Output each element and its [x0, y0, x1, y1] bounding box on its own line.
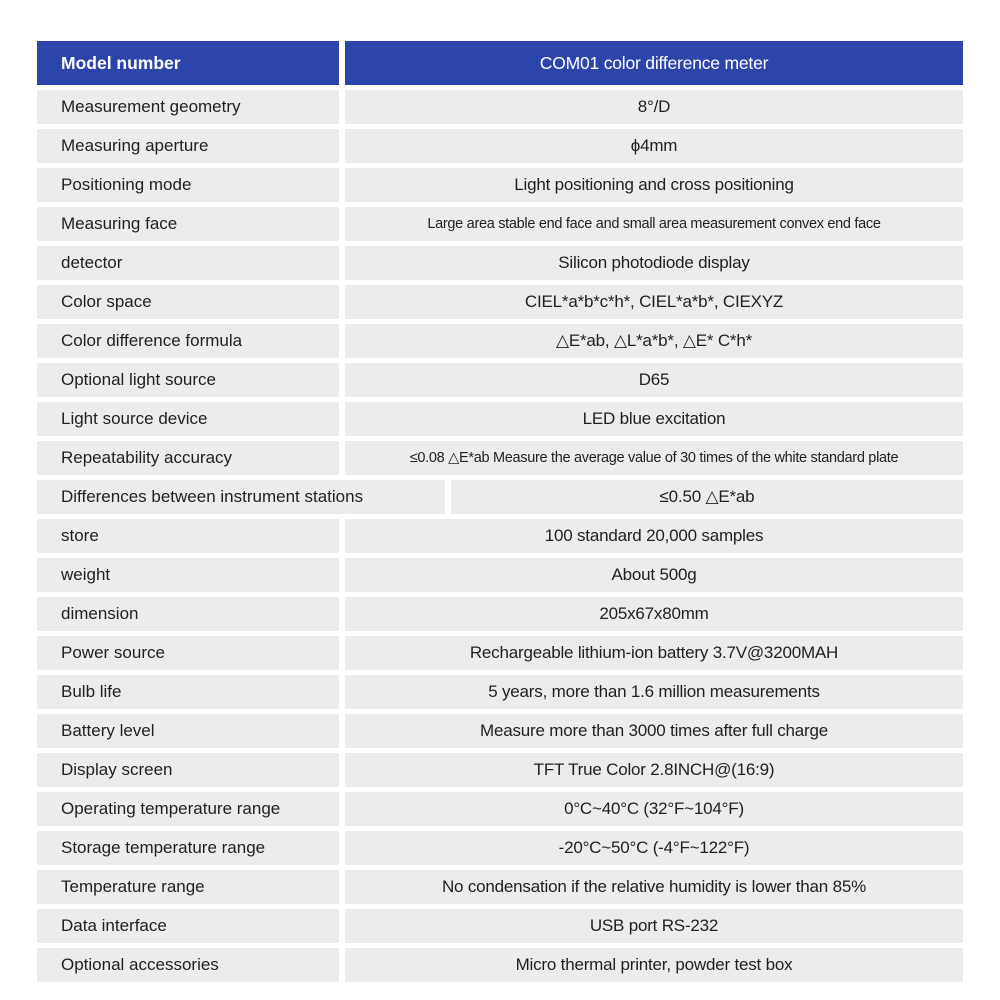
table-row-color-difference-formula — [37, 324, 963, 358]
row-label: Optional light source — [37, 363, 339, 397]
table-row-operating-temperature-range — [37, 792, 963, 826]
row-label: Color space — [37, 285, 339, 319]
row-label: Repeatability accuracy — [37, 441, 339, 475]
row-value: About 500g — [345, 558, 963, 592]
row-value: 0°C~40°C (32°F~104°F) — [345, 792, 963, 826]
row-label: Differences between instrument stations — [37, 480, 445, 514]
table-row-display-screen — [37, 753, 963, 787]
table-header-row — [37, 41, 963, 85]
row-value: △E*ab, △L*a*b*, △E* C*h* — [345, 324, 963, 358]
row-value: LED blue excitation — [345, 402, 963, 436]
row-value: Light positioning and cross positioning — [345, 168, 963, 202]
row-value: CIEL*a*b*c*h*, CIEL*a*b*, CIEXYZ — [345, 285, 963, 319]
row-value: ≤0.50 △E*ab — [451, 480, 963, 514]
row-value: 8°/D — [345, 90, 963, 124]
row-value: 205x67x80mm — [345, 597, 963, 631]
row-value: -20°C~50°C (-4°F~122°F) — [345, 831, 963, 865]
row-value: 5 years, more than 1.6 million measurements — [345, 675, 963, 709]
row-label: Operating temperature range — [37, 792, 339, 826]
row-label: Power source — [37, 636, 339, 670]
row-label: weight — [37, 558, 339, 592]
header-value-cell: COM01 color difference meter — [345, 41, 963, 85]
row-value: TFT True Color 2.8INCH@(16:9) — [345, 753, 963, 787]
row-value: No condensation if the relative humidity is lower than 85% — [345, 870, 963, 904]
row-value: ≤0.08 △E*ab Measure the average value of 30 times of the white standard plate — [345, 441, 963, 475]
row-label: Temperature range — [37, 870, 339, 904]
row-value: ϕ4mm — [345, 129, 963, 163]
row-value: USB port RS-232 — [345, 909, 963, 943]
row-value: Measure more than 3000 times after full charge — [345, 714, 963, 748]
table-row-optional-light-source — [37, 363, 963, 397]
row-value: Large area stable end face and small area measurement convex end face — [345, 207, 963, 241]
table-row-color-space — [37, 285, 963, 319]
table-row-measuring-face — [37, 207, 963, 241]
table-row-power-source — [37, 636, 963, 670]
row-label: Color difference formula — [37, 324, 339, 358]
table-row-instrument-station-differences — [37, 480, 963, 514]
row-value: Silicon photodiode display — [345, 246, 963, 280]
row-label: Bulb life — [37, 675, 339, 709]
row-label: Display screen — [37, 753, 339, 787]
table-row-store — [37, 519, 963, 553]
table-row-storage-temperature-range — [37, 831, 963, 865]
row-value: Micro thermal printer, powder test box — [345, 948, 963, 982]
table-row-repeatability-accuracy — [37, 441, 963, 475]
table-row-dimension — [37, 597, 963, 631]
table-row-battery-level — [37, 714, 963, 748]
row-label: Light source device — [37, 402, 339, 436]
table-row-bulb-life — [37, 675, 963, 709]
row-label: Optional accessories — [37, 948, 339, 982]
table-row-optional-accessories — [37, 948, 963, 982]
table-row-measurement-geometry — [37, 90, 963, 124]
header-label-cell: Model number — [37, 41, 339, 85]
row-value: D65 — [345, 363, 963, 397]
row-label: Measurement geometry — [37, 90, 339, 124]
row-label: Measuring face — [37, 207, 339, 241]
row-label: Measuring aperture — [37, 129, 339, 163]
row-value: Rechargeable lithium-ion battery 3.7V@3200MAH — [345, 636, 963, 670]
table-row-positioning-mode — [37, 168, 963, 202]
table-row-data-interface — [37, 909, 963, 943]
row-label: detector — [37, 246, 339, 280]
table-row-temperature-range — [37, 870, 963, 904]
row-label: Data interface — [37, 909, 339, 943]
spec-table — [37, 41, 963, 987]
row-label: Positioning mode — [37, 168, 339, 202]
table-row-measuring-aperture — [37, 129, 963, 163]
row-label: Storage temperature range — [37, 831, 339, 865]
row-label: dimension — [37, 597, 339, 631]
row-value: 100 standard 20,000 samples — [345, 519, 963, 553]
row-label: Battery level — [37, 714, 339, 748]
table-row-detector — [37, 246, 963, 280]
table-row-weight — [37, 558, 963, 592]
table-row-light-source-device — [37, 402, 963, 436]
row-label: store — [37, 519, 339, 553]
